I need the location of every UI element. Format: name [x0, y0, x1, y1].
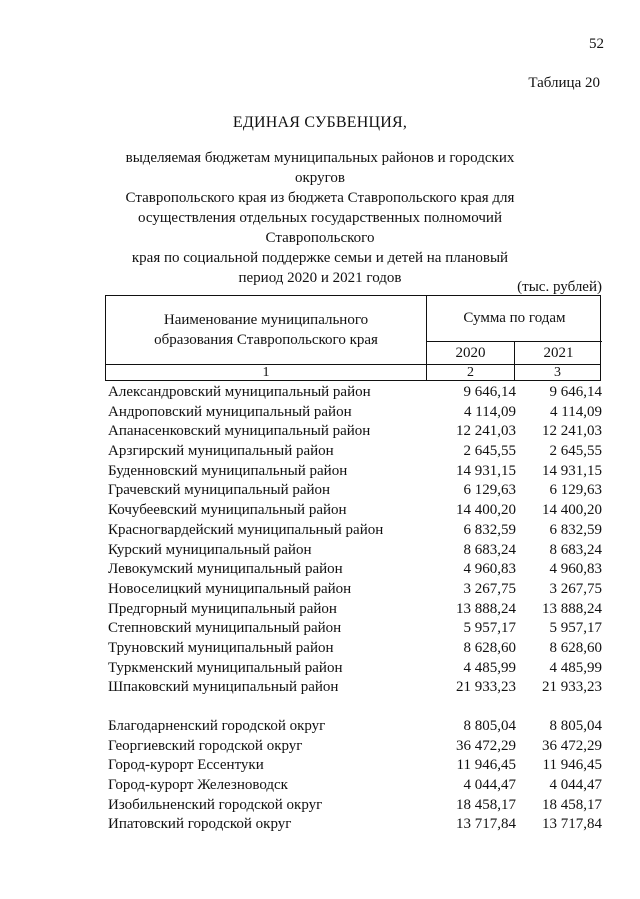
header-sum-column: Сумма по годам	[427, 296, 602, 342]
row-value-2021: 14 931,15	[542, 462, 602, 479]
row-name: Новоселицкий муниципальный район	[108, 580, 352, 597]
row-value-2021: 2 645,55	[549, 443, 602, 460]
row-value-2021: 13 888,24	[542, 600, 602, 617]
row-name: Арзгирский муниципальный район	[108, 443, 334, 460]
row-value-2020: 8 628,60	[463, 639, 516, 656]
row-value-2021: 8 628,60	[549, 639, 602, 656]
header-column-numbers	[106, 364, 600, 380]
table-row	[108, 541, 602, 561]
row-value-2021: 6 832,59	[549, 521, 602, 538]
table-row	[108, 815, 602, 835]
row-value-2020: 18 458,17	[456, 796, 516, 813]
table-header	[105, 295, 601, 381]
row-value-2020: 6 129,63	[463, 482, 516, 499]
row-name: Андроповский муниципальный район	[108, 403, 352, 420]
row-name: Труновский муниципальный район	[108, 639, 334, 656]
column-number-2: 2	[427, 365, 515, 381]
row-name: Апанасенковский муниципальный район	[108, 423, 371, 440]
row-value-2020: 12 241,03	[456, 423, 516, 440]
row-value-2020: 3 267,75	[463, 580, 516, 597]
row-name: Степновский муниципальный район	[108, 620, 342, 637]
table-row	[108, 580, 602, 600]
column-number-3: 3	[554, 365, 561, 380]
page-number: 52	[589, 36, 604, 52]
row-name: Ипатовский городской округ	[108, 816, 292, 833]
header-year-2021: 2021	[543, 345, 574, 361]
row-name: Город-курорт Железноводск	[108, 777, 288, 794]
table-row	[108, 442, 602, 462]
row-value-2020: 8 805,04	[463, 718, 516, 734]
table-row	[108, 521, 602, 541]
row-value-2020: 6 832,59	[463, 521, 516, 538]
header-year-2020: 2020	[427, 342, 515, 364]
subtitle-line: Ставропольского края из бюджета Ставропольского края для	[125, 190, 515, 206]
table-row	[108, 383, 602, 403]
row-value-2020: 11 946,45	[456, 757, 516, 774]
table-row	[108, 600, 602, 620]
row-name: Изобильненский городской округ	[108, 796, 323, 813]
subtitle-line: осуществления отдельных государственных полномочий Ставропольского	[138, 210, 502, 246]
group-spacer	[108, 698, 602, 717]
row-name: Левокумский муниципальный район	[108, 561, 343, 578]
table-row	[108, 481, 602, 501]
row-name: Красногвардейский муниципальный район	[108, 521, 384, 538]
row-value-2021: 21 933,23	[542, 679, 602, 696]
row-value-2021: 6 129,63	[549, 482, 602, 499]
row-value-2020: 4 044,47	[463, 777, 516, 794]
row-name: Грачевский муниципальный район	[108, 482, 331, 499]
table-row	[108, 422, 602, 442]
row-name: Город-курорт Ессентуки	[108, 757, 264, 774]
row-name: Кочубеевский муниципальный район	[108, 502, 347, 519]
table-row	[108, 619, 602, 639]
document-title: ЕДИНАЯ СУБВЕНЦИЯ,	[232, 114, 408, 131]
table-row	[108, 737, 602, 757]
table-row	[108, 717, 602, 737]
row-name: Предгорный муниципальный район	[108, 600, 337, 617]
table-row	[108, 403, 602, 423]
row-value-2020: 4 485,99	[463, 659, 516, 676]
document-subtitle	[100, 148, 540, 288]
row-value-2020: 14 931,15	[456, 462, 516, 479]
row-value-2020: 14 400,20	[456, 502, 516, 519]
row-name: Благодарненский городской округ	[108, 718, 326, 734]
subtitle-line: выделяемая бюджетам муниципальных районов и городских округов	[125, 150, 515, 186]
row-name: Георгиевский городской округ	[108, 737, 303, 754]
row-value-2020: 5 957,17	[463, 620, 516, 637]
table-row	[108, 796, 602, 816]
row-value-2021: 4 044,47	[549, 777, 602, 794]
row-value-2021: 36 472,29	[542, 737, 602, 754]
row-name: Шпаковский муниципальный район	[108, 679, 339, 696]
units-label: (тыс. рублей)	[517, 279, 602, 295]
row-value-2021: 3 267,75	[549, 580, 602, 597]
row-value-2021: 9 646,14	[549, 384, 602, 400]
row-value-2021: 4 960,83	[549, 561, 602, 578]
row-name: Курский муниципальный район	[108, 541, 312, 558]
row-value-2020: 2 645,55	[463, 443, 516, 460]
table-row	[108, 659, 602, 679]
header-name-line: Наименование муниципального	[163, 312, 369, 328]
row-value-2021: 18 458,17	[542, 796, 602, 813]
row-value-2020: 13 717,84	[456, 816, 516, 833]
table-row	[108, 639, 602, 659]
row-value-2021: 4 114,09	[550, 403, 602, 420]
row-value-2021: 8 805,04	[549, 718, 602, 734]
row-value-2021: 8 683,24	[549, 541, 602, 558]
header-name-column	[106, 296, 427, 364]
row-value-2021: 13 717,84	[542, 816, 602, 833]
row-value-2020: 36 472,29	[456, 737, 516, 754]
table-row	[108, 756, 602, 776]
subtitle-line: период 2020 и 2021 годов	[238, 270, 402, 286]
column-number-1: 1	[106, 365, 427, 381]
header-name-line: образования Ставропольского края	[154, 332, 378, 348]
subtitle-line: края по социальной поддержке семьи и детей на плановый	[131, 250, 509, 266]
table-row	[108, 678, 602, 698]
row-value-2021: 14 400,20	[542, 502, 602, 519]
row-value-2020: 9 646,14	[463, 384, 516, 400]
table-label: Таблица 20	[528, 75, 600, 91]
row-value-2020: 4 114,09	[464, 403, 516, 420]
row-value-2021: 11 946,45	[542, 757, 602, 774]
row-value-2020: 4 960,83	[463, 561, 516, 578]
row-name: Александровский муниципальный район	[108, 384, 371, 400]
table-row	[108, 501, 602, 521]
row-value-2020: 21 933,23	[456, 679, 516, 696]
row-name: Буденновский муниципальный район	[108, 462, 348, 479]
table-row	[108, 560, 602, 580]
row-value-2020: 8 683,24	[463, 541, 516, 558]
row-value-2020: 13 888,24	[456, 600, 516, 617]
row-value-2021: 12 241,03	[542, 423, 602, 440]
row-value-2021: 5 957,17	[549, 620, 602, 637]
row-value-2021: 4 485,99	[549, 659, 602, 676]
table-row	[108, 462, 602, 482]
row-name: Туркменский муниципальный район	[108, 659, 343, 676]
table-body	[108, 383, 602, 835]
table-row	[108, 776, 602, 796]
